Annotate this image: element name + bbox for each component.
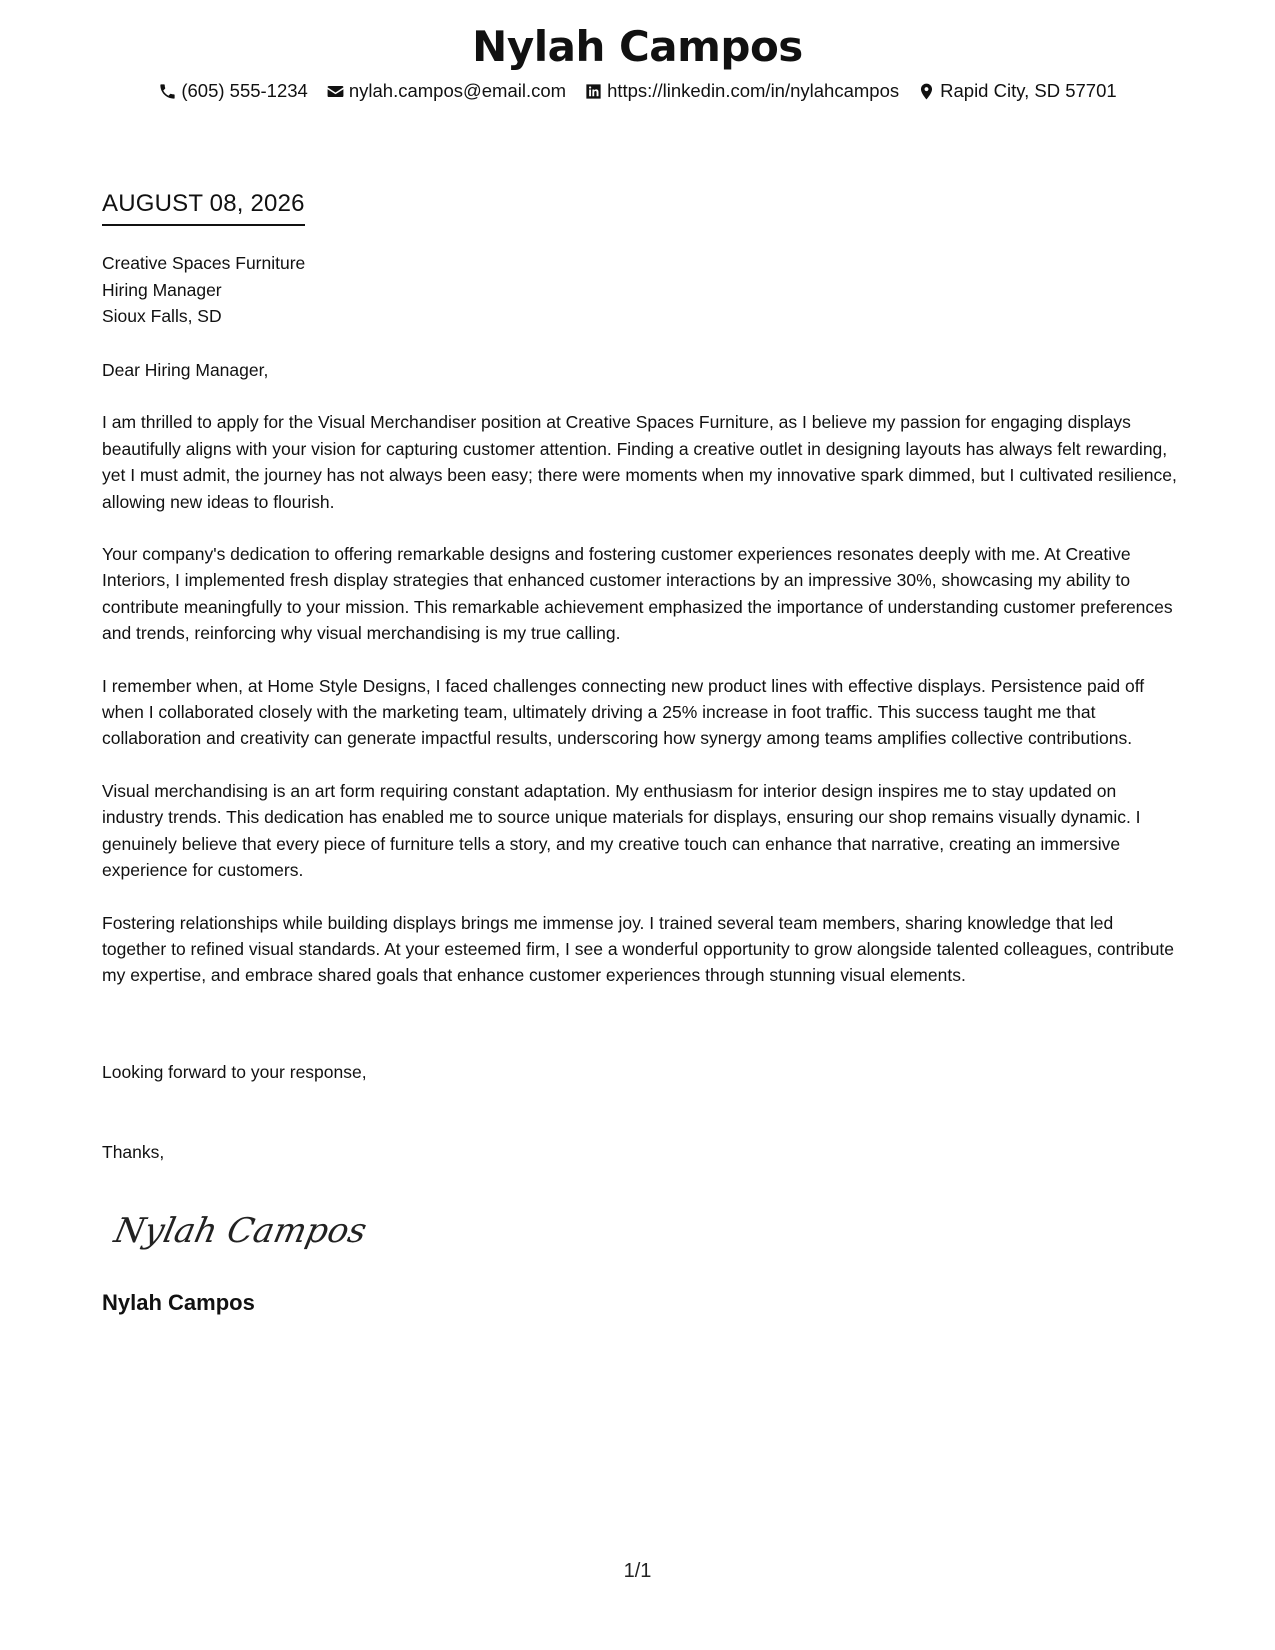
recipient-location: Sioux Falls, SD — [102, 306, 222, 326]
body-paragraph: Fostering relationships while building displays brings me immense joy. I trained several team members, sharing knowledge that led together to refined visual standards. At your esteemed firm, I see a wonderful opportunity to grow alongside talented colleagues, contribute my expertise, and embrace shared goals that enhance customer experiences through stunning visual elements. — [102, 912, 1175, 986]
body-paragraph: Visual merchandising is an art form requiring constant adaptation. My enthusiasm for interior design inspires me to stay updated on industry trends. This dedication has enabled me to source unique materials for displays, ensuring our shop remains visually dynamic. I genuinely believe that every piece of furniture tells a story, and my creative touch can enhance that narrative, creating an immersive experience for customers. — [102, 780, 1141, 881]
contact-location — [917, 80, 1117, 102]
handwritten-signature — [110, 1198, 371, 1258]
signer-name: Nylah Campos — [102, 1290, 255, 1315]
recipient-block — [102, 250, 305, 330]
linkedin-icon — [584, 82, 603, 101]
letter-body — [102, 357, 1177, 1015]
svg-text:Nylah Campos: Nylah Campos — [110, 1211, 371, 1251]
phone-icon — [158, 82, 177, 101]
map-pin-icon — [917, 82, 936, 101]
contact-phone — [158, 80, 308, 102]
page-number: 1/1 — [623, 1560, 652, 1582]
salutation: Dear Hiring Manager, — [102, 360, 269, 380]
letter-date — [102, 190, 305, 226]
body-paragraph: I am thrilled to apply for the Visual Merchandiser position at Creative Spaces Furniture, as I believe my passion for engaging displays beautifully aligns with your vision for capturing customer attention. Finding a creative outlet in designing layouts has always felt rewarding, yet I must admit, the journey has not always been easy; there were moments when my innovative spark dimmed, but I cultivated resilience, allowing new ideas to flourish. — [102, 412, 1177, 512]
recipient-company: Creative Spaces Furniture — [102, 253, 306, 273]
recipient-title: Hiring Manager — [102, 279, 222, 300]
contact-info-row — [0, 80, 1275, 102]
contact-email[interactable] — [326, 80, 566, 102]
location-text: Rapid City, SD 57701 — [940, 80, 1117, 101]
closing-line: Looking forward to your response, — [102, 1062, 367, 1082]
linkedin-text: https://linkedin.com/in/nylahcampos — [607, 80, 900, 101]
envelope-icon — [326, 82, 345, 101]
phone-text: (605) 555-1234 — [181, 80, 308, 101]
date-text: AUGUST 08, 2026 — [102, 190, 305, 226]
body-paragraph: I remember when, at Home Style Designs, I faced challenges connecting new product lines with effective displays. Persistence paid off when I collaborated closely with the marketing team, ultimately driving a 25% increase in foot traffic. This success taught me that collaboration and creativity can generate impactful results, underscoring how synergy among teams amplifies collective contributions. — [102, 675, 1145, 749]
signoff: Thanks, — [102, 1142, 165, 1162]
email-text: nylah.campos@email.com — [348, 80, 567, 101]
applicant-name-heading: Nylah Campos — [472, 22, 803, 71]
contact-linkedin[interactable] — [584, 80, 899, 102]
body-paragraph: Your company's dedication to offering remarkable designs and fostering customer experiences resonates deeply with me. At Creative Interiors, I implemented fresh display strategies that enhanced customer interactions by an impressive 30%, showcasing my ability to contribute meaningfully to your mission. This remarkable achievement emphasized the importance of understanding customer preferences and trends, reinforcing why visual merchandising is my true calling. — [102, 544, 1173, 644]
